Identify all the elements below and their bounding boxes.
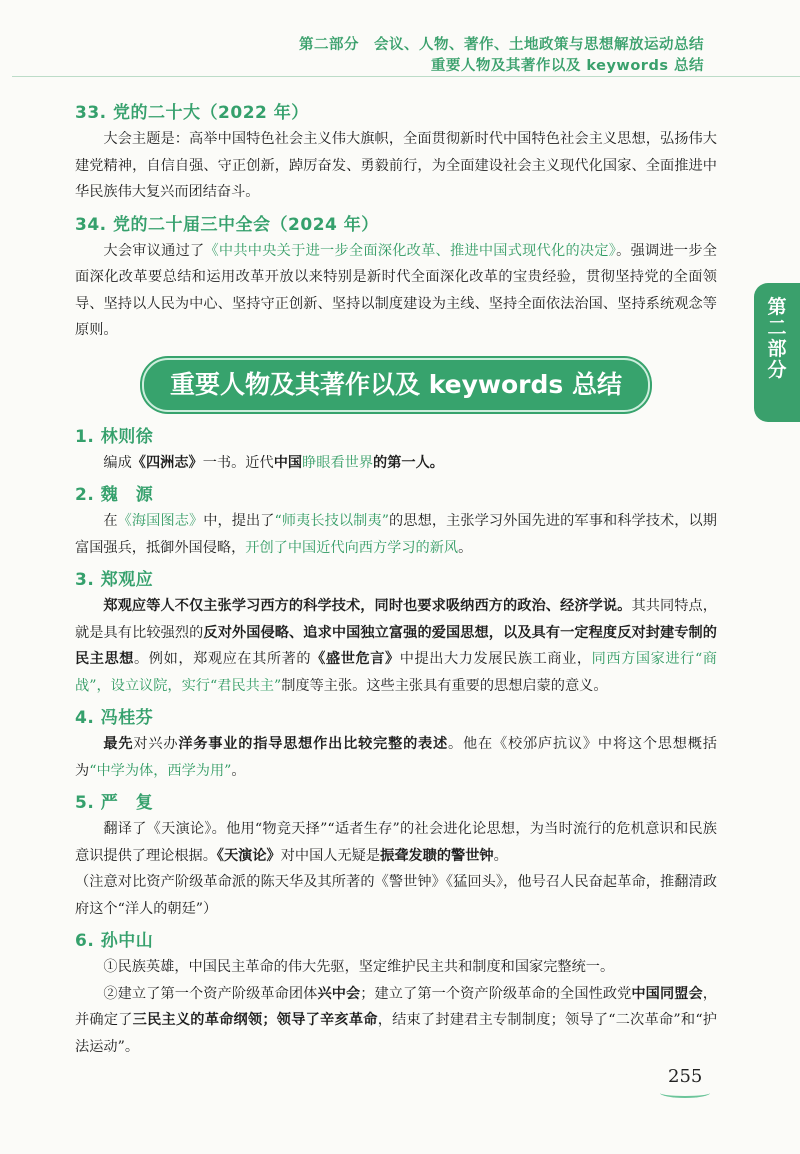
paragraph-sun-2 [75,981,717,1061]
text-span: ；建立了第一个资产阶级革命的全国性政党 [360,985,632,1002]
paragraph-sun-1: ①民族英雄，中国民主革命的伟大先驱，坚定维护民主共和制度和国家完整统一。 [103,959,615,975]
paragraph-yan-fu [75,816,717,869]
text-span: 中，提出了 [203,513,275,529]
text-span: 其共同特点，就是具有比较强烈的 [75,598,717,641]
side-tab-part-two [754,283,800,422]
paragraph-34 [75,238,717,344]
section-banner-wrap [75,358,717,412]
paragraph-lin-zexu [75,450,717,477]
text-span: 洋务事业的指导思想作出比较完整的表述 [178,736,449,752]
side-tab-label: 第二部分 [767,296,787,381]
heading-33: 33. 党的二十大（2022 年） [75,103,309,123]
page-number-ornament [660,1088,710,1098]
heading-wei-yuan: 2. 魏 源 [75,485,154,505]
text-span: 一书。近代 [202,454,274,471]
text-span: 睁眼看世界 [302,454,374,471]
text-span: 翻译了《天演论》。他用“物竞天择”“适者生存”的社会进化论思想，为当时流行的危机意识和民族意识提供了理论根据。 [75,821,717,864]
text-span: 。例如，郑观应在其所著的 [134,651,312,667]
text-span: 反对外国侵略、追求中国独立富强的爱国思想，以及具有一定程度反对封建专制的民主思想 [75,624,717,667]
heading-lin-zexu: 1. 林则徐 [75,426,154,447]
header-divider [12,76,800,77]
page-number: 255 [668,1066,703,1087]
note-yan-fu: （注意对比资产阶级革命派的陈天华及其所著的《警世钟》《猛回头》，他号召人民奋起革命，推翻清政府这个“洋人的朝廷”） [75,874,717,917]
text-span: 同西方国家进行“商战”，设立议院，实行“君民共主” [75,651,717,694]
text-span: ，并确定了 [75,985,717,1028]
text-span: 编成 [103,454,132,471]
paragraph-wei-yuan [75,508,717,561]
text-span: 对中国人无疑是 [280,847,381,864]
text-span: 《海国图志》 [117,513,204,529]
text-span: “中学为体，西学为用” [89,762,232,779]
text-span: 在 [103,513,118,529]
heading-sun-yat-sen: 6. 孙中山 [75,931,154,951]
text-span: 制度等主张。这些主张具有重要的思想启蒙的意义。 [281,677,608,694]
text-span: 中国同盟会 [631,985,703,1002]
text-span: ②建立了第一个资产阶级革命团体 [103,985,318,1002]
paragraph-feng-guifen [75,731,717,784]
text-span: 的思想，主张学习外国先进的军事和科学技术，以期富国强兵，抵御外国侵略， [75,513,717,556]
text-span: 振聋发聩的警世钟 [380,847,494,864]
text-span: 。 [493,847,508,864]
text-span: 郑观应等人不仅主张学习西方的科学技术，同时也要求吸纳西方的政治、经济学说。 [103,598,632,614]
running-header-section: 重要人物及其著作以及 keywords 总结 [430,58,704,74]
paragraph-33: 大会主题是：高举中国特色社会主义伟大旗帜，全面贯彻新时代中国特色社会主义思想，弘扬伟大建党精神，自信自强、守正创新，踔厉奋发、勇毅前行，为全面建设社会主义现代化国家、全面推进中华民族伟大复兴而团结奋斗。 [75,131,717,200]
text-span: 三民主义的革命纲领；领导了辛亥革命 [132,1012,378,1028]
section-banner: 重要人物及其著作以及 keywords 总结 [142,358,650,412]
text-span: 大会审议通过了 [103,242,205,259]
text-span: 。 [458,539,473,556]
heading-zheng-guanying: 3. 郑观应 [75,570,154,590]
text-span: “师夷长技以制夷” [274,513,389,529]
document-title: 《中共中央关于进一步全面深化改革、推进中国式现代化的决定》 [204,242,617,259]
text-span: 的第一人。 [373,454,444,471]
paragraph-zheng-guanying [75,593,717,699]
text-span: 中国 [273,454,303,471]
running-header-part: 第二部分 会议、人物、著作、土地政策与思想解放运动总结 [299,37,704,53]
text-span: 。 [231,762,246,779]
text-span: 开创了中国近代向西方学习的新风 [245,539,459,556]
heading-34: 34. 党的二十届三中全会（2024 年） [75,214,379,235]
text-span: 最先 [103,736,134,752]
text-span: 《四洲志》 [131,454,203,471]
text-span: 中提出大力发展民族工商业， [399,651,592,667]
text-span: 兴中会 [317,985,361,1002]
page-content [75,100,717,1060]
text-span: 对兴办 [133,736,179,752]
text-span: 《盛世危言》 [311,651,400,667]
text-span: 。强调进一步全面深化改革要总结和运用改革开放以来特别是新时代全面深化改革的宝贵经验，贯彻坚持党的全面领导、坚持以人民为中心、坚持守正创新、坚持以制度建设为主线、坚持全面依法治国、坚持系统观念等原则。 [75,242,717,338]
heading-yan-fu: 5. 严 复 [75,793,154,813]
text-span: ，结束了封建君主专制制度；领导了“二次革命”和“护法运动”。 [75,1012,717,1055]
text-span: 《天演论》 [216,847,281,864]
text-span: 。他在《校邠庐抗议》中将这个思想概括为 [75,736,717,779]
heading-feng-guifen: 4. 冯桂芬 [75,708,154,728]
